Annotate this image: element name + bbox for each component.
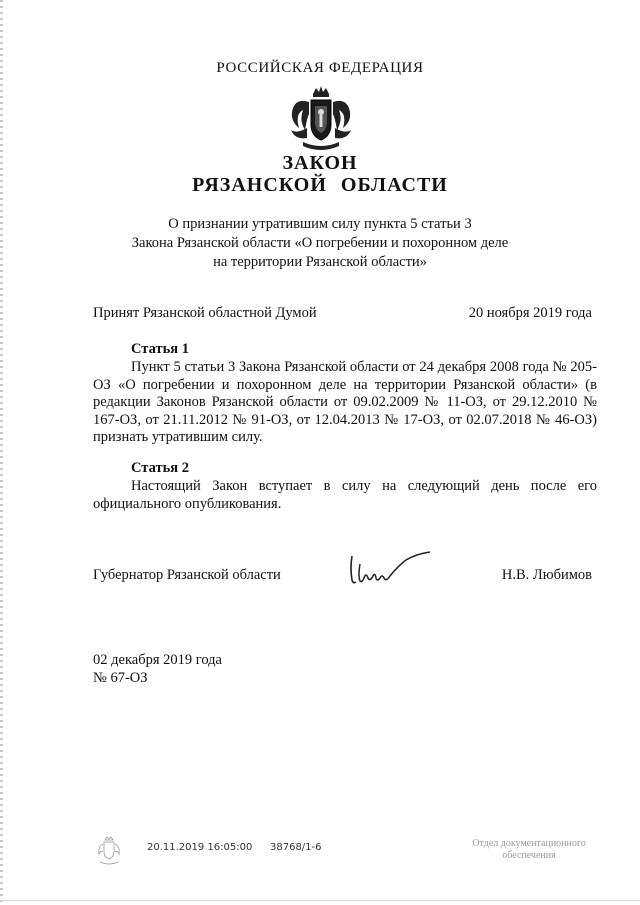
stamp-line-1: Отдел документационного — [472, 838, 586, 849]
region-title: РЯЗАНСКОЙ ОБЛАСТИ — [192, 174, 448, 196]
footer-doc-id: 38768/1-6 — [270, 842, 322, 853]
law-title: ЗАКОН — [282, 152, 358, 174]
coat-of-arms-icon — [285, 84, 357, 156]
country-name: РОССИЙСКАЯ ФЕДЕРАЦИЯ — [216, 60, 424, 76]
article-1-heading: Статья 1 — [131, 341, 189, 357]
governor-title: Губернатор Рязанской области — [93, 567, 281, 583]
law-number: № 67-ОЗ — [93, 670, 148, 686]
stamp-line-2: обеспечения — [502, 850, 556, 861]
article-1-text: Пункт 5 статьи 3 Закона Рязанской области от 24 декабря 2008 года № 205-ОЗ «О погребении и похоронном деле на территории Рязанской области» (в редакции Законов Рязанской области от 09.02.2009 № 11-ОЗ, от 29.12.2010 № 167-ОЗ, от 21.11.2012 № 91-ОЗ, от 12.04.2013 № 17-ОЗ, от 02.07.2018 № 46-ОЗ) признать утратившим силу. — [93, 359, 597, 446]
footer-timestamp: 20.11.2019 16:05:00 — [147, 842, 253, 853]
issue-date: 02 декабря 2019 года — [93, 652, 222, 668]
article-2-text: Настоящий Закон вступает в силу на следующий день после его официального опубликования. — [93, 478, 597, 512]
department-stamp — [453, 838, 605, 862]
small-emblem-icon — [96, 836, 122, 866]
adopted-by: Принят Рязанской областной Думой — [93, 305, 317, 321]
adoption-date: 20 ноября 2019 года — [468, 305, 592, 321]
article-2-heading: Статья 2 — [131, 460, 189, 476]
governor-name: Н.В. Любимов — [501, 567, 592, 583]
scan-edge — [0, 0, 3, 905]
handwritten-signature — [346, 548, 438, 588]
subject-line-1: О признании утратившим силу пункта 5 статьи 3 — [168, 216, 472, 232]
scan-bottom-edge — [0, 900, 640, 901]
subject-line-3: на территории Рязанской области» — [213, 254, 427, 270]
subject-line-2: Закона Рязанской области «О погребении и похоронном деле — [131, 235, 509, 251]
